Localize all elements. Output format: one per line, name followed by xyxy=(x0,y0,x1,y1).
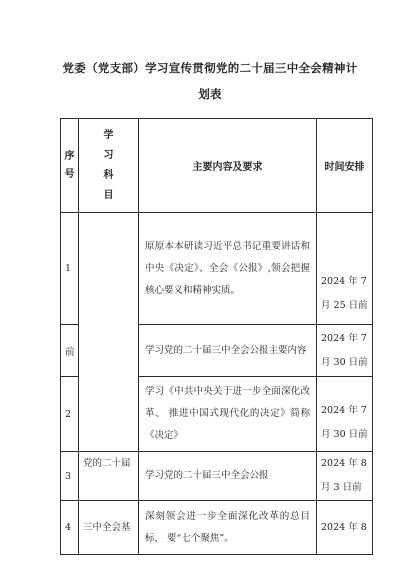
header-seq xyxy=(61,119,79,213)
row-content: 学习《中共中央关于进一步全面深化改革、 推进中国式现代化的决定》简称《决定》 xyxy=(139,377,317,452)
row-subject-empty xyxy=(79,377,139,452)
row-seq: 4 xyxy=(61,501,79,555)
plan-table xyxy=(60,118,373,555)
header-content: 主要内容及要求 xyxy=(139,119,317,213)
header-subject-label: 学习科目 xyxy=(103,129,114,201)
row-subject: 党的二十届 xyxy=(79,452,139,501)
row-subject-empty xyxy=(79,213,139,325)
row-time: 2024 年 8 月 3 日前 xyxy=(317,452,373,501)
table-row xyxy=(61,501,373,555)
row-time: 2024 年 7 月 30 日前 xyxy=(317,377,373,452)
header-seq-label: 序号 xyxy=(64,150,75,180)
table-row xyxy=(61,213,373,325)
row-subject-empty xyxy=(79,325,139,377)
row-content: 学习党的二十届三中全会公报主要内容 xyxy=(139,325,317,377)
table-row xyxy=(61,377,373,452)
row-seq: 3 xyxy=(61,452,79,501)
row-seq: 2 xyxy=(61,377,79,452)
row-subject: 三中全会基 xyxy=(79,501,139,555)
row-content: 原原本本研读习近平总书记重要讲话和 中央《决定》、全会《公报》,领会把握 核心要义和精神实质。 xyxy=(139,213,317,325)
row-time: 2024 年 7 月 25 日前 xyxy=(317,213,373,325)
table-row xyxy=(61,325,373,377)
header-time: 时间安排 xyxy=(317,119,373,213)
document-title-line-2: 划表 xyxy=(198,87,222,101)
row-content: 深刻领会进一步全面深化改革的总目标， 要“七个聚焦”。 xyxy=(139,501,317,555)
document-title-line-1: 党委（党支部）学习宣传贯彻党的二十届三中全会精神计 xyxy=(62,61,358,75)
row-time: 2024 年 7 月 30 日前 xyxy=(317,325,373,377)
table-row xyxy=(61,452,373,501)
header-subject xyxy=(79,119,139,213)
row-seq: 1 xyxy=(61,213,79,325)
row-seq: 前 xyxy=(61,325,79,377)
header-row xyxy=(61,119,373,213)
row-content: 学习党的二十届三中全会公报 xyxy=(139,452,317,501)
row-time: 2024 年 8 xyxy=(317,501,373,555)
